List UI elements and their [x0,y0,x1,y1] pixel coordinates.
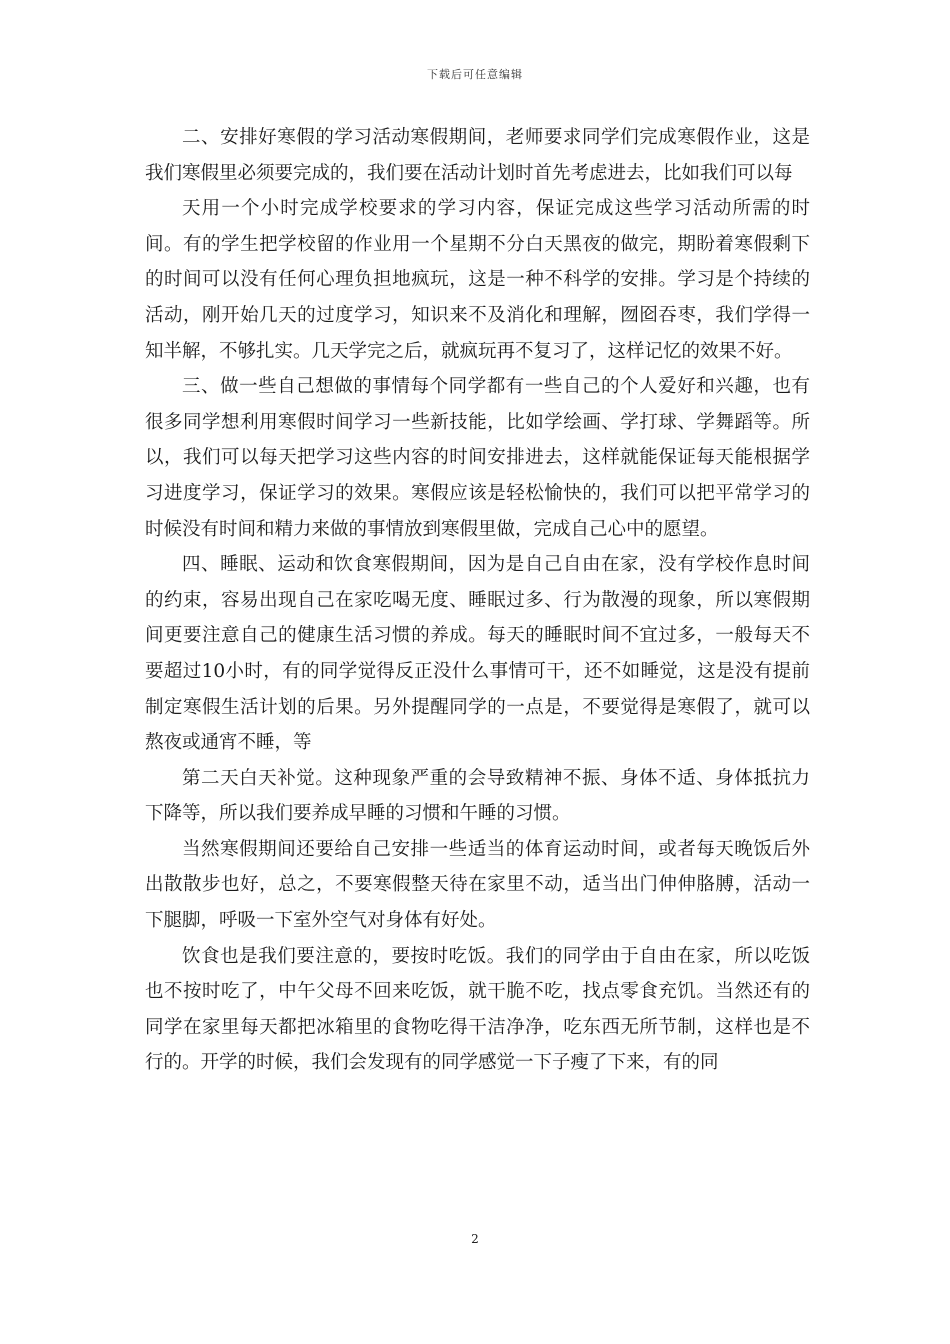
paragraph-diet: 饮食也是我们要注意的，要按时吃饭。我们的同学由于自由在家，所以吃饭也不按时吃了，中午父母不回来吃饭，就干脆不吃，找点零食充饥。当然还有的同学在家里每天都把冰箱里的食物吃得干洁净净，吃东西无所节制，这样也是不行的。开学的时候，我们会发现有的同学感觉一下子瘦了下来，有的同 [145,945,810,1074]
paragraph-early-sleep: 第二天白天补觉。这种现象严重的会导致精神不振、身体不适、身体抵抗力下降等，所以我们要养成早睡的习惯和午睡的习惯。 [145,767,810,825]
paragraph-exercise: 当然寒假期间还要给自己安排一些适当的体育运动时间，或者每天晚饭后外出散散步也好，总之，不要寒假整天待在家里不动，适当出门伸伸胳膊，活动一下腿脚，呼吸一下室外空气对身体有好处。 [145,838,810,932]
paragraph-study-activities: 二、安排好寒假的学习活动寒假期间，老师要求同学们完成寒假作业，这是我们寒假里必须要完成的，我们要在活动计划时首先考虑进去，比如我们可以每 [145,127,810,184]
paragraph-hobbies: 三、做一些自己想做的事情每个同学都有一些自己的个人爱好和兴趣，也有很多同学想利用寒假时间学习一些新技能，比如学绘画、学打球、学舞蹈等。所以，我们可以每天把学习这些内容的时间安排进去，这样就能保证每天能根据学习进度学习，保证学习的效果。寒假应该是轻松愉快的，我们可以把平常学习的时候没有时间和精力来做的事情放到寒假里做，完成自己心中的愿望。 [145,376,810,540]
paragraph-sleep: 四、睡眠、运动和饮食寒假期间，因为是自己自由在家，没有学校作息时间的约束，容易出现自己在家吃喝无度、睡眠过多、行为散漫的现象，所以寒假期间更要注意自己的健康生活习惯的养成。每天的睡眠时间不宜过多，一般每天不要超过10小时，有的同学觉得反正没什么事情可干，还不如睡觉，这是没有提前制定寒假生活计划的后果。另外提醒同学的一点是，不要觉得是寒假了，就可以熬夜或通宵不睡，等 [145,554,810,754]
page-header: 下载后可任意编辑 [427,68,523,81]
page-number: 2 [471,1232,479,1246]
document-body [145,120,810,1081]
paragraph-study-time: 天用一个小时完成学校要求的学习内容，保证完成这些学习活动所需的时间。有的学生把学校留的作业用一个星期不分白天黑夜的做完，期盼着寒假剩下的时间可以没有任何心理负担地疯玩，这是一种不科学的安排。学习是个持续的活动，刚开始几天的过度学习，知识来不及消化和理解，囫囵吞枣，我们学得一知半解，不够扎实。几天学完之后，就疯玩再不复习了，这样记忆的效果不好。 [145,198,810,362]
